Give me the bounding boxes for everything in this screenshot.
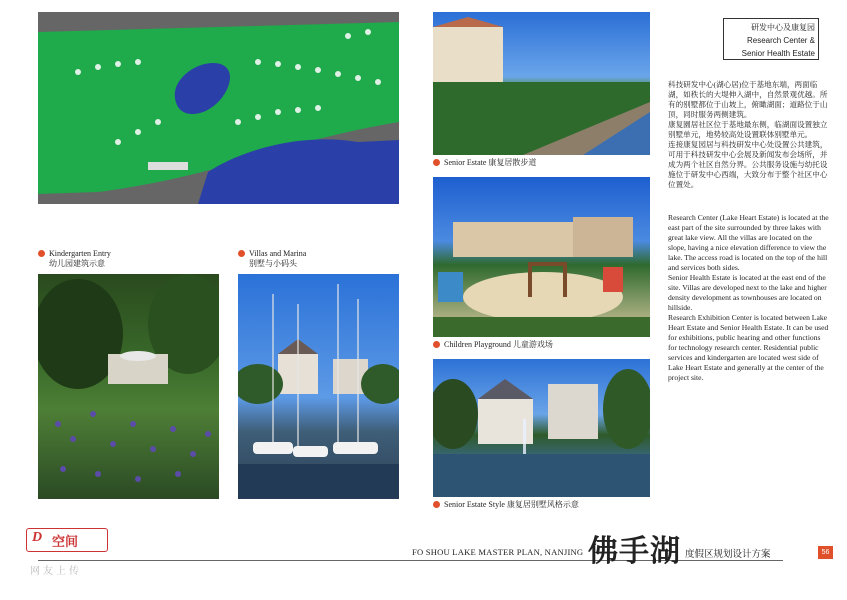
body-cn-p1: 科技研发中心(湖心居)位于基地东端，两面临湖，如秩长的大堤伸入湖中，自然景观优越。所有的别墅都位于山坡上，俯瞰湖面；道路位于山顶，同时服务两侧建筑。 [668,80,828,119]
villas-marina-photo [238,274,399,499]
children-playground-photo [433,177,650,337]
section-title-box [723,18,819,60]
footer-script-title: 佛手湖 [588,534,681,569]
body-en-p2: Senior Health Estate is located at the east end of the site. Villas are developed next to the lake and higher density development as townhouses are located on hillside. [668,273,827,312]
kindergarten-photo [38,274,219,499]
caption-senior-style: Senior Estate Style 康复居别墅风格示意 [444,500,579,509]
body-en-p1: Research Center (Lake Heart Estate) is located at the east part of the site surrounded by three lakes with great lake view. All the villas are located on the slope, having a nice elevation difference to view the lake. The access road is located on the top of the hill and services both sides. [668,213,829,272]
caption-villas-en: Villas and Marina [249,249,307,258]
senior-estate-walkway-photo [433,12,650,155]
page-number: 56 [818,546,833,559]
title-cn: 研发中心及康复园 [751,23,815,32]
logo-sub: 网友上传 [30,566,82,577]
caption-kindergarten-en: Kindergarten Entry [49,249,111,258]
bullet-dot-icon [433,341,440,348]
caption-kindergarten-cn: 幼儿园建筑示意 [49,259,105,268]
caption-playground: Children Playground 儿童游戏场 [444,340,553,349]
caption-villas-cn: 别墅与小码头 [249,259,297,268]
logo-brand: 空间 [52,535,79,550]
body-cn-p2: 康复園居社区位于基地最东侧，临湖面设置独立别墅单元，地势较高处设置联体别墅单元。 [668,120,828,139]
senior-estate-style-photo [433,359,650,497]
bullet-dot-icon [433,159,440,166]
logo: 空间 D 网友上传 [22,526,110,582]
title-en-1: Research Center & [746,36,815,45]
footer-project-cn: 度假区规划设计方案 [685,550,771,560]
body-text-cn [668,80,831,190]
body-cn-p3: 连接康复园居与科技研发中心处设置公共建筑，可用于科技研发中心会展及新闻发布会场所，并成为两个社区自然分界。公共服务设施与幼托设施位于研发中心西端，大致分布于整个社区中心位置处。 [668,140,828,189]
body-text-en [668,213,831,383]
body-en-p3: Research Exhibition Center is located between Lake Heart Estate and Senior Health Estate. It can be used for exhibitions, public hearing and other functions for technology research center. Residential public services and kindergarten are located west side of Lake Heart Estate and generally at the center of the project site. [668,313,829,382]
caption-senior-estate: Senior Estate 康复居散步道 [444,158,537,167]
bullet-dot-icon [38,250,45,257]
site-plan-image [38,12,399,204]
title-en-2: Senior Health Estate [741,49,815,58]
bullet-dot-icon [433,501,440,508]
bullet-dot-icon [238,250,245,257]
footer-project-en: FO SHOU LAKE MASTER PLAN, NANJING [412,547,584,557]
